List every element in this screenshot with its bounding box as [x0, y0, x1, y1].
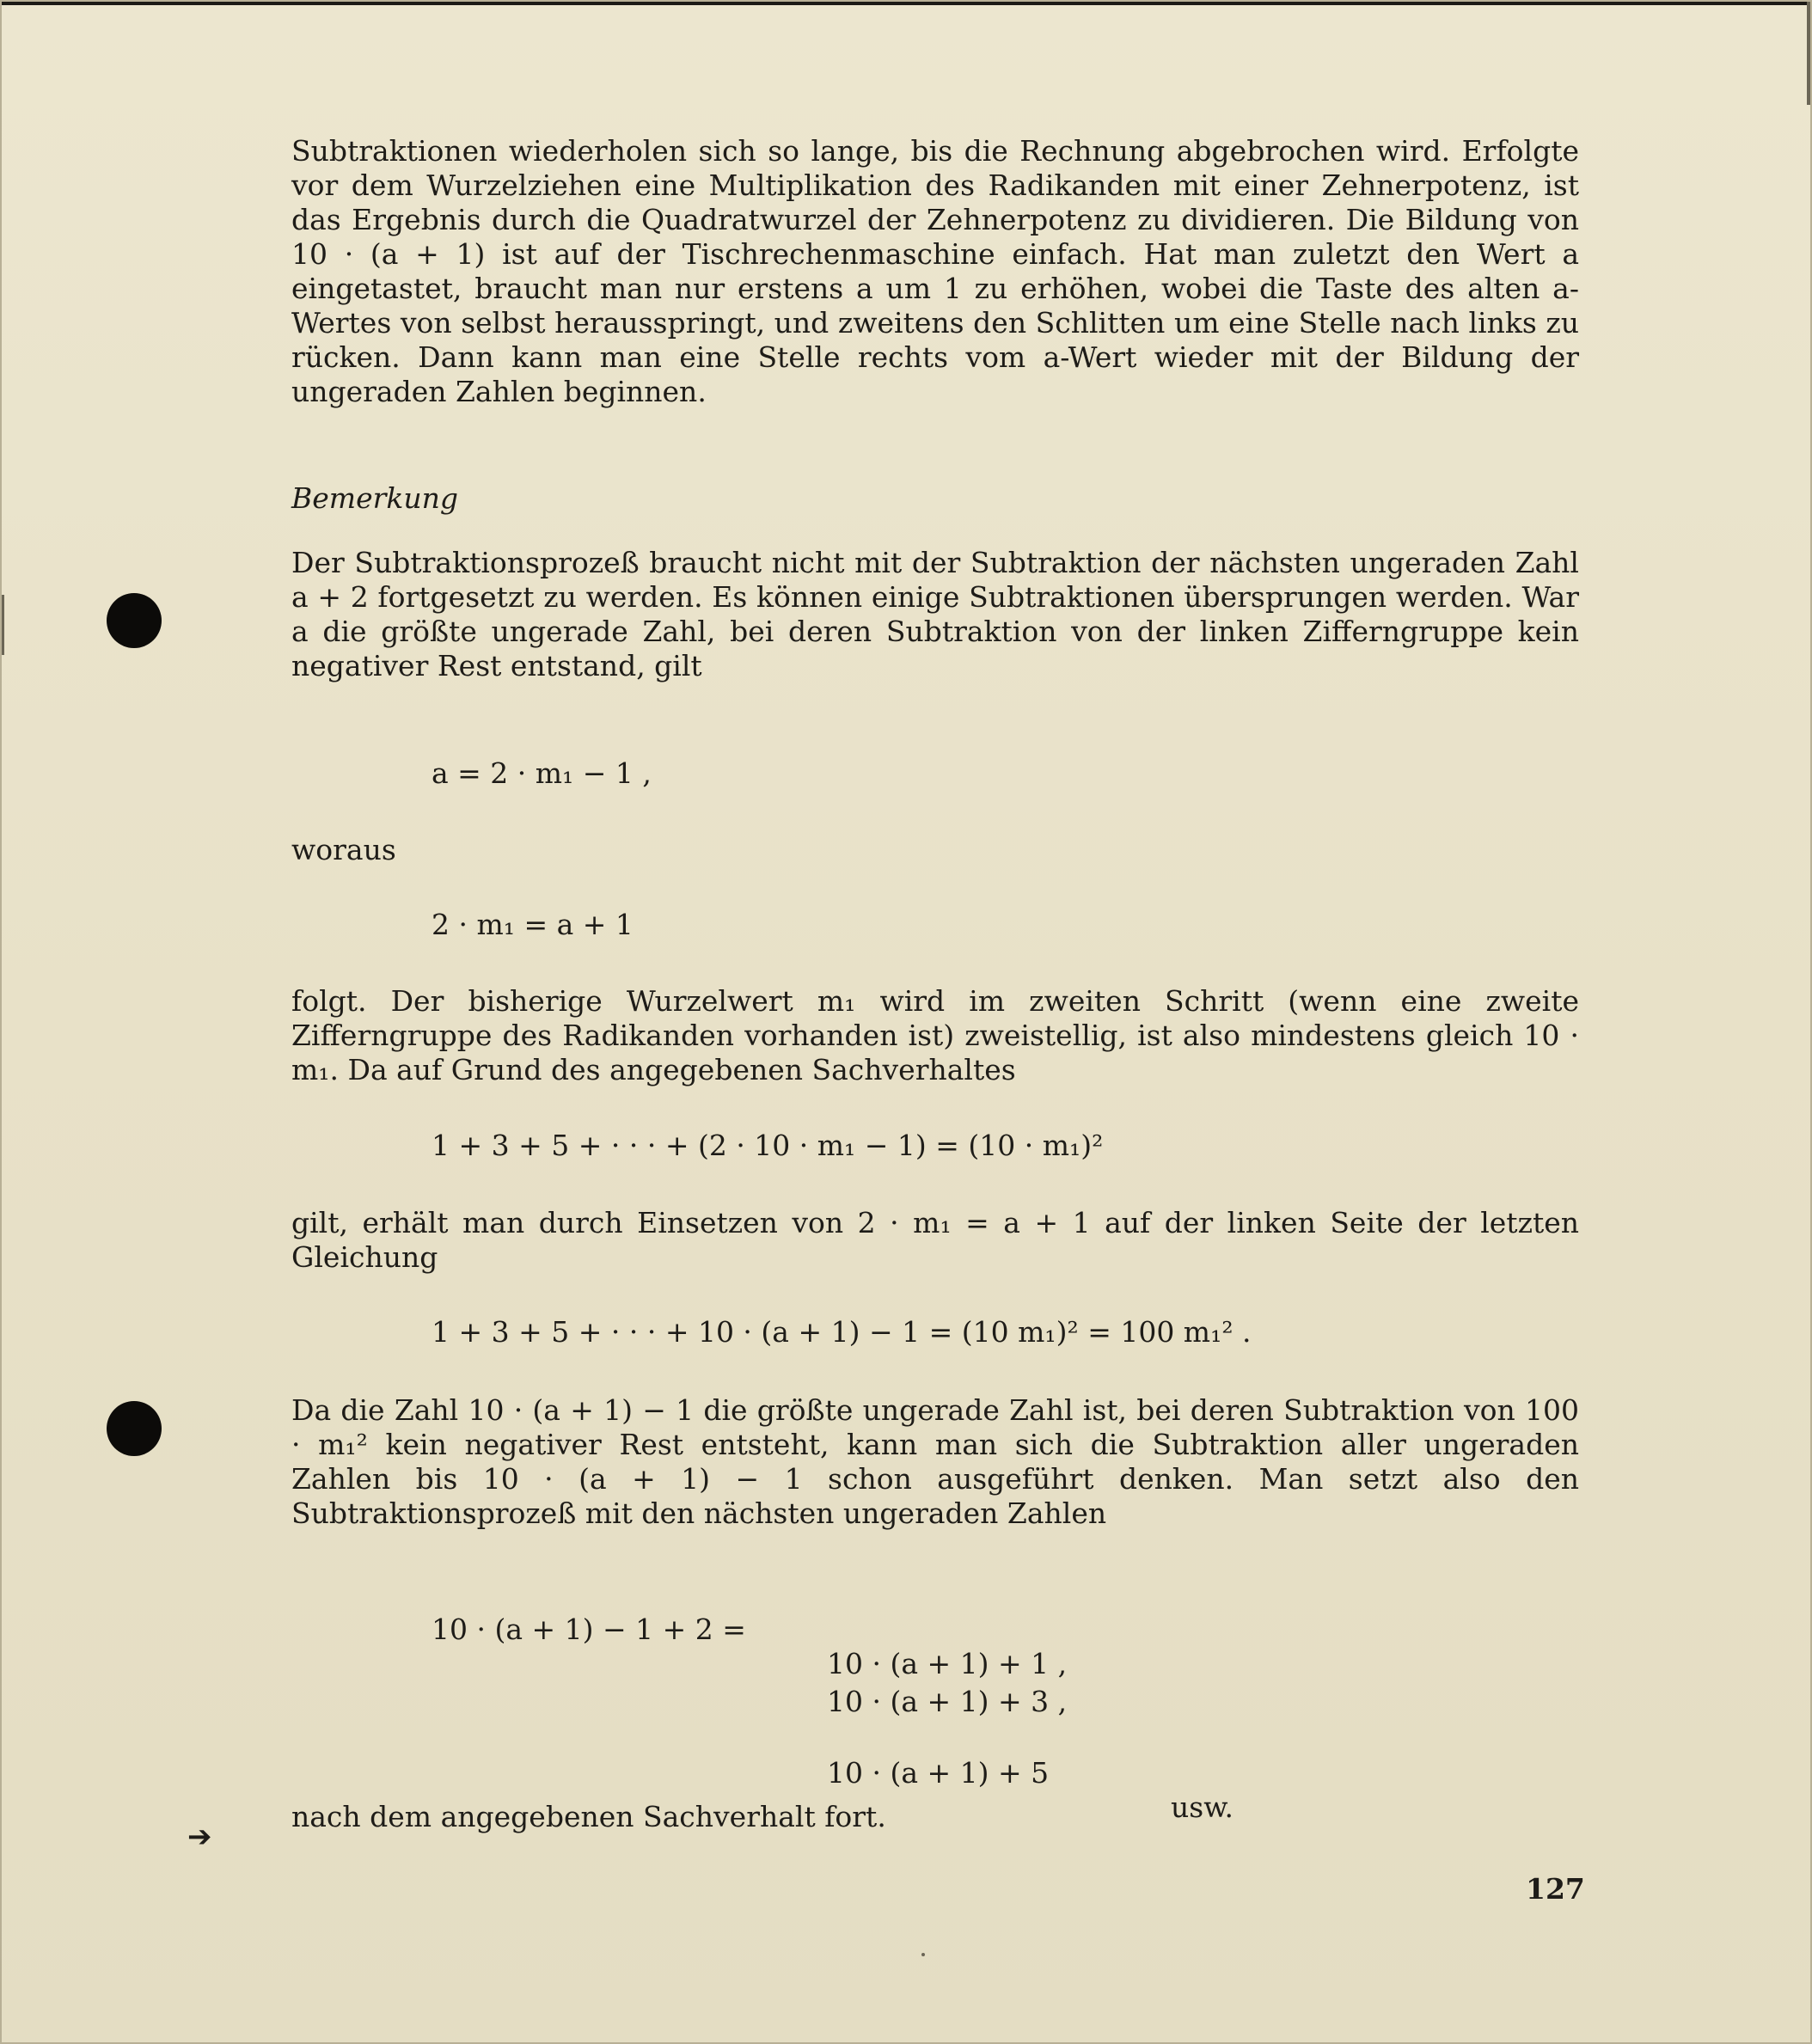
equation-sum-second: 1 + 3 + 5 + · · · + 10 · (a + 1) − 1 = (10 m₁)² = 100 m₁² .	[432, 1315, 1252, 1349]
equation-system-rhs: 10 · (a + 1) + 3 ,	[827, 1685, 1068, 1718]
equation-system-rhs: 10 · (a + 1) + 5	[827, 1756, 1050, 1790]
arrow-mark-icon: ➔	[187, 1820, 212, 1854]
paragraph-da-die-zahl: Da die Zahl 10 · (a + 1) − 1 die größte ungerade Zahl ist, bei deren Subtraktion von 100 · m₁² kein negativer Rest entsteht, kann man sich die Subtraktion aller ungeraden Zahlen bis 10 · (a + 1) − 1 schon ausgeführt denken. Man setzt also den Subtraktionsprozeß mit den nächsten ungeraden Zahlen	[291, 1393, 1579, 1530]
equation-system-usw: usw.	[1171, 1790, 1234, 1824]
scan-left-edge	[2, 595, 4, 655]
paragraph-remark: Der Subtraktionsprozeß braucht nicht mit der Subtraktion der nächsten ungeraden Zahl a + 2 fortgesetzt zu werden. Es können einige Subtraktionen übersprungen werden. War a die größte ungerade Zahl, bei deren Subtraktion von der linken Zifferngruppe kein negativer Rest entstand, gilt	[291, 546, 1579, 682]
equation-a: a = 2 · m₁ − 1 ,	[432, 756, 652, 790]
page-number: 127	[1526, 1872, 1585, 1906]
scan-top-edge	[2, 2, 1810, 5]
equation-system-lhs: 10 · (a + 1) − 1 + 2 =	[432, 1613, 746, 1646]
paragraph-gilt: gilt, erhält man durch Einsetzen von 2 · m₁ = a + 1 auf der linken Seite der letzten Gleichung	[291, 1206, 1579, 1274]
section-heading: Bemerkung	[291, 481, 459, 515]
paragraph-folgt: folgt. Der bisherige Wurzelwert m₁ wird im zweiten Schritt (wenn eine zweite Zifferngruppe des Radikanden vorhanden ist) zweistellig, ist also mindestens gleich 10 · m₁. Da auf Grund des angegebenen Sachverhaltes	[291, 984, 1579, 1086]
paragraph-final: nach dem angegebenen Sachverhalt fort.	[291, 1800, 886, 1833]
scan-right-edge	[1807, 2, 1810, 105]
paragraph-continuation: Subtraktionen wiederholen sich so lange, bis die Rechnung abgebrochen wird. Erfolgte vor dem Wurzelziehen eine Multiplikation des Radikanden mit einer Zehnerpotenz, ist das Ergebnis durch die Quadratwurzel der Zehnerpotenz zu dividieren. Die Bildung von 10 · (a + 1) ist auf der Tischrechenmaschine einfach. Hat man zuletzt den Wert a eingetastet, braucht man nur erstens a um 1 zu erhöhen, wobei die Taste des alten a-Wertes von selbst herausspringt, und zweitens den Schlitten um eine Stelle nach links zu rücken. Dann kann man eine Stelle rechts vom a-Wert wieder mit der Bildung der ungeraden Zahlen beginnen.	[291, 134, 1579, 408]
equation-system-rhs: 10 · (a + 1) + 1 ,	[827, 1647, 1068, 1680]
equation-sum-first: 1 + 3 + 5 + · · · + (2 · 10 · m₁ − 1) = (10 · m₁)²	[432, 1129, 1104, 1162]
paragraph-woraus: woraus	[291, 833, 396, 866]
punch-hole-top	[107, 593, 162, 648]
equation-2m1: 2 · m₁ = a + 1	[432, 908, 634, 941]
paper-speck	[921, 1953, 925, 1956]
punch-hole-bottom	[107, 1401, 162, 1456]
